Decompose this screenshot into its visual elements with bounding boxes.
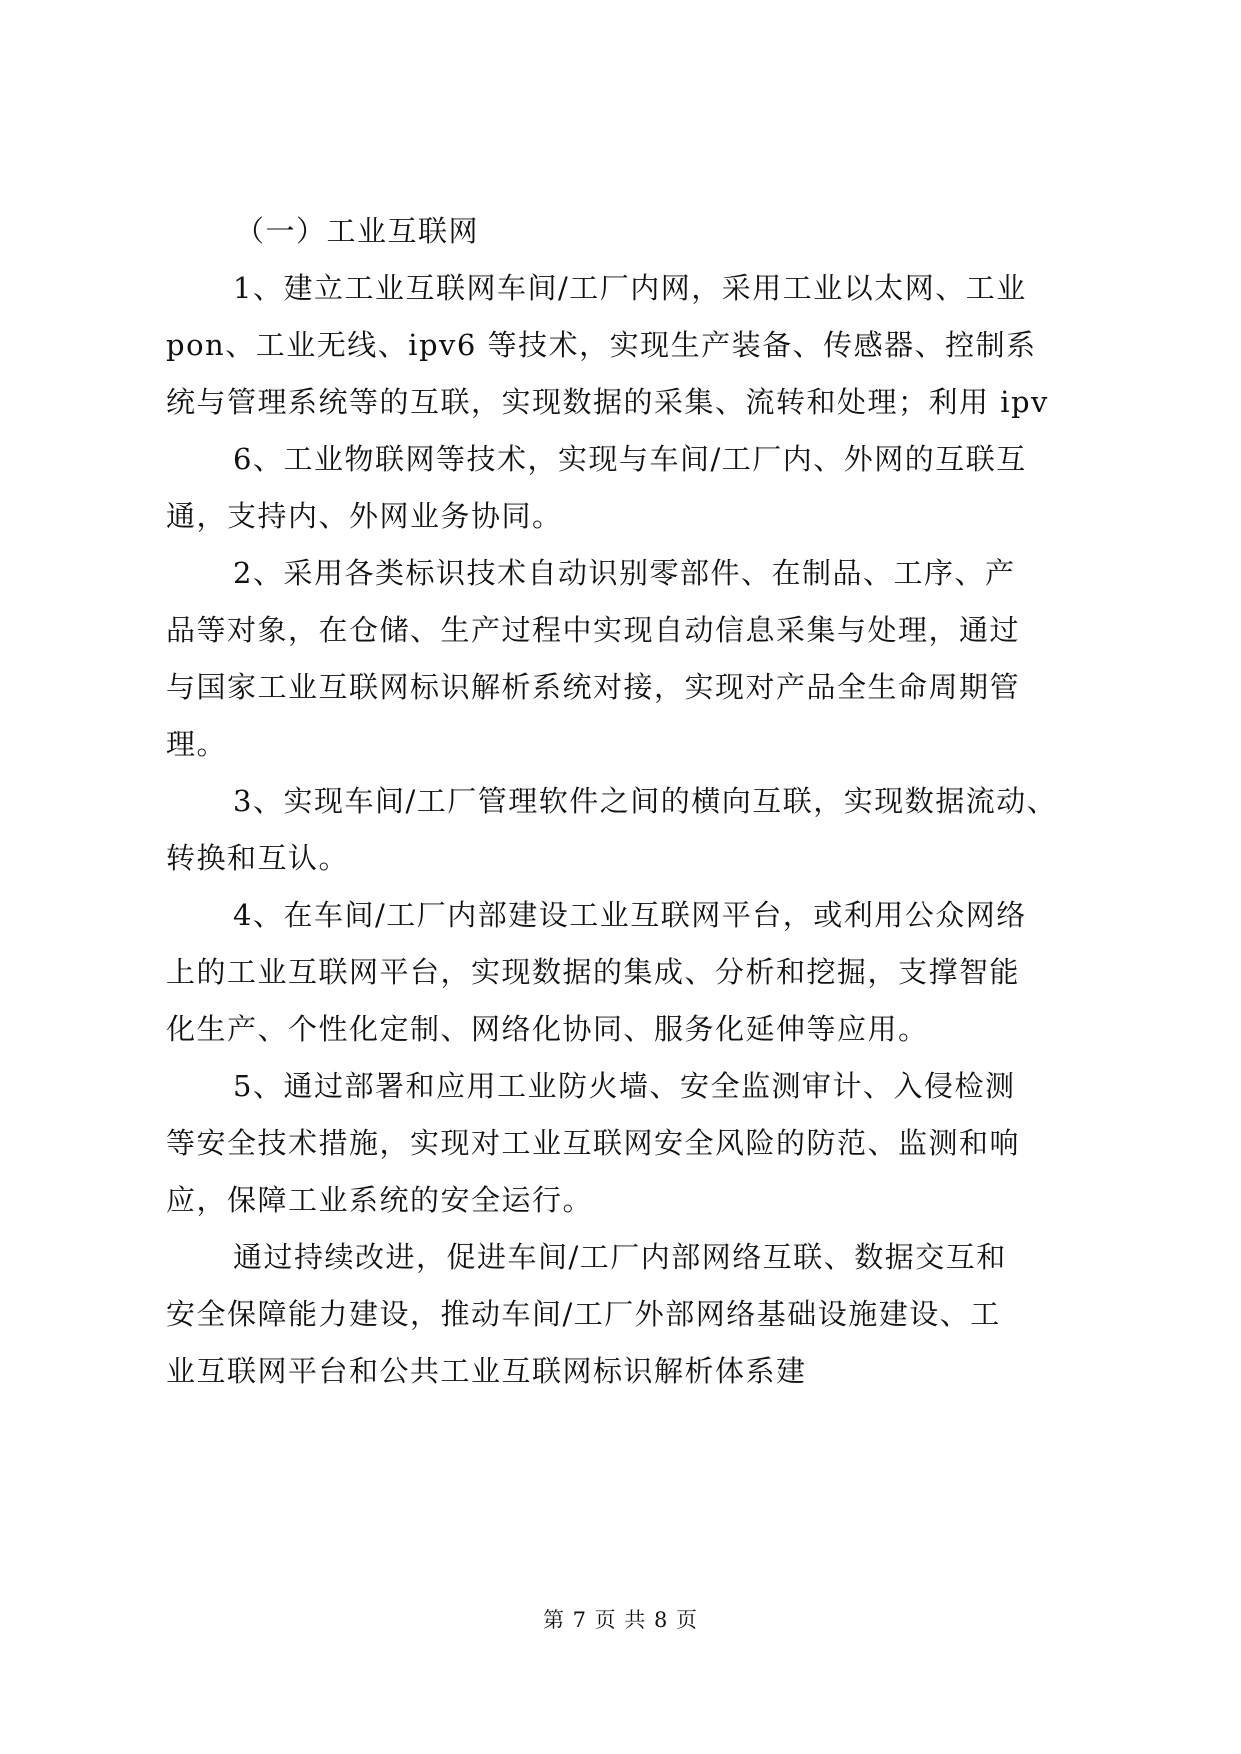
paragraph-6-line-1: 5、通过部署和应用工业防火墙、安全监测审计、入侵检测: [233, 1069, 1016, 1103]
paragraph-5-line-1: 4、在车间/工厂内部建设工业互联网平台，或利用公众网络: [233, 898, 1027, 932]
paragraph-1-line-1: 1、建立工业互联网车间/工厂内网，采用工业以太网、工业: [233, 271, 1027, 305]
page-number-footer: 第 7 页 共 8 页: [542, 1608, 699, 1632]
paragraph-3-line-3: 与国家工业互联网标识解析系统对接，实现对产品全生命周期管: [166, 670, 1021, 704]
paragraph-3-line-1: 2、采用各类标识技术自动识别零部件、在制品、工序、产: [233, 556, 1016, 590]
paragraph-4-line-1: 3、实现车间/工厂管理软件之间的横向互联，实现数据流动、: [233, 784, 1058, 818]
paragraph-3-line-4: 理。: [166, 727, 228, 761]
paragraph-6-line-3: 应，保障工业系统的安全运行。: [166, 1183, 594, 1217]
paragraph-3-line-2: 品等对象，在仓储、生产过程中实现自动信息采集与处理，通过: [166, 613, 1021, 647]
paragraph-4-line-2: 转换和互认。: [166, 841, 350, 875]
paragraph-7-line-1: 通过持续改进，促进车间/工厂内部网络互联、数据交互和: [233, 1240, 1007, 1274]
paragraph-6-line-2: 等安全技术措施，实现对工业互联网安全风险的防范、监测和响: [166, 1126, 1021, 1160]
paragraph-5-line-3: 化生产、个性化定制、网络化协同、服务化延伸等应用。: [166, 1012, 929, 1046]
paragraph-2-line-2: 通，支持内、外网业务协同。: [166, 499, 563, 533]
paragraph-1-line-2: pon、工业无线、ipv6 等技术，实现生产装备、传感器、控制系: [166, 328, 1037, 362]
paragraph-1-line-3: 统与管理系统等的互联，实现数据的采集、流转和处理；利用 ipv: [166, 385, 1049, 419]
section-heading: （一）工业互联网: [235, 214, 480, 248]
paragraph-5-line-2: 上的工业互联网平台，实现数据的集成、分析和挖掘，支撑智能: [166, 955, 1021, 989]
paragraph-2-line-1: 6、工业物联网等技术，实现与车间/工厂内、外网的互联互: [233, 442, 1027, 476]
paragraph-7-line-3: 业互联网平台和公共工业互联网标识解析体系建: [166, 1354, 807, 1388]
paragraph-7-line-2: 安全保障能力建设，推动车间/工厂外部网络基础设施建设、工: [166, 1297, 1001, 1331]
